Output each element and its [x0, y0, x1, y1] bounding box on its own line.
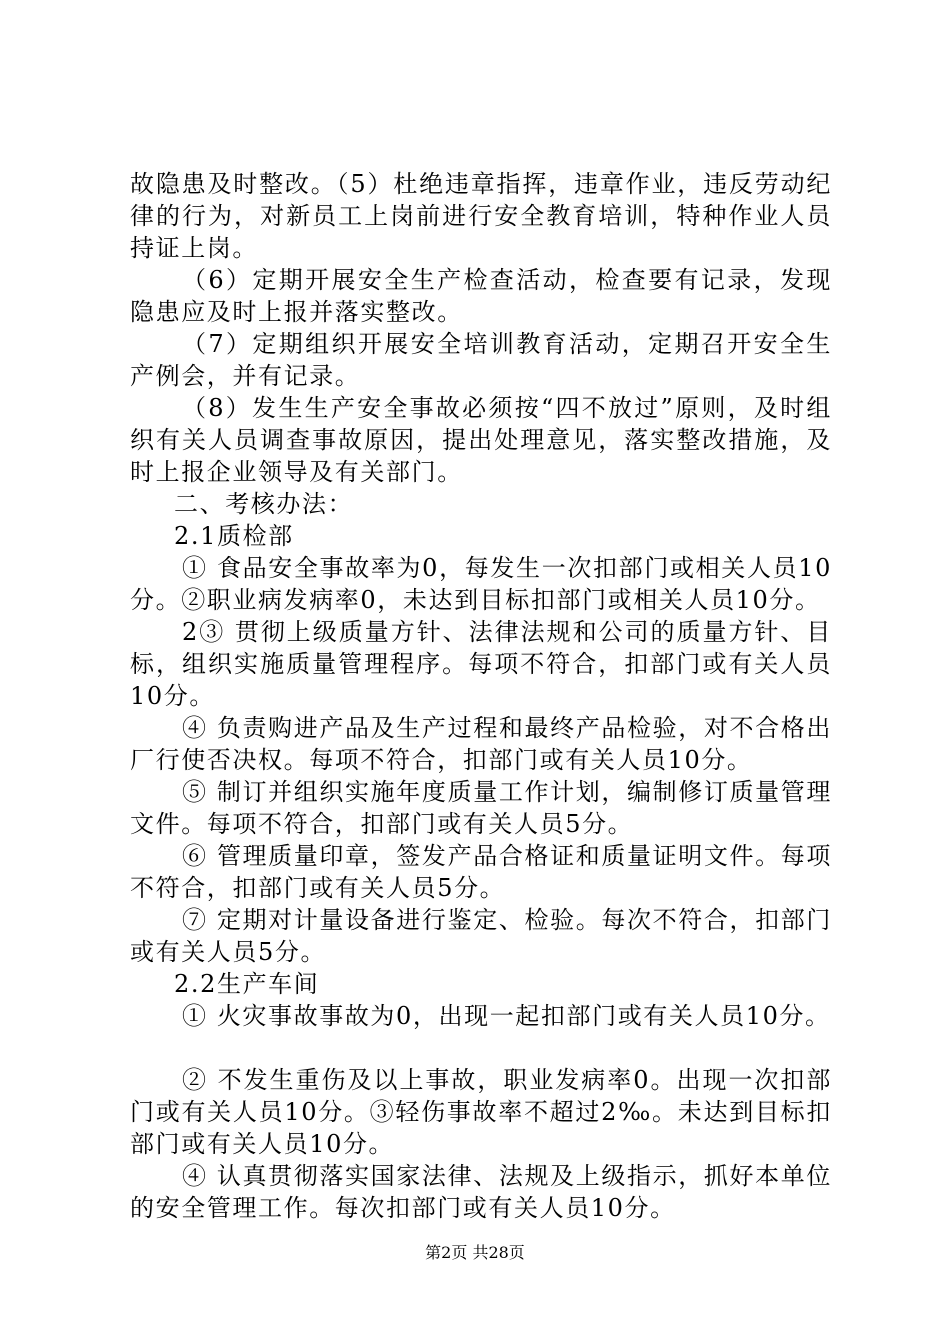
- blank-line: [130, 1032, 832, 1064]
- paragraph-workshop-4: ④ 认真贯彻落实国家法律、法规及上级指示，抓好本单位的安全管理工作。每次扣部门或有关人员10分。: [130, 1162, 832, 1222]
- paragraph-quality-3: 2③ 贯彻上级质量方针、法律法规和公司的质量方针、目标，组织实施质量管理程序。每项不符合，扣部门或有关人员10分。: [130, 618, 832, 710]
- paragraph-continuation: 故隐患及时整改。（5）杜绝违章指挥，违章作业，违反劳动纪律的行为，对新员工上岗前进行安全教育培训，特种作业人员持证上岗。: [130, 170, 832, 262]
- paragraph-workshop-1: ① 火灾事故事故为0，出现一起扣部门或有关人员10分。: [182, 1002, 831, 1030]
- paragraph-quality-4: ④ 负责购进产品及生产过程和最终产品检验，对不合格出厂行使否决权。每项不符合，扣部门或有关人员10分。: [130, 714, 832, 774]
- page-number-footer: 第2页 共28页: [425, 1243, 525, 1262]
- document-body: [130, 168, 832, 1224]
- paragraph-quality-5: ⑤ 制订并组织实施年度质量工作计划，编制修订质量管理文件。每项不符合，扣部门或有关人员5分。: [130, 778, 832, 838]
- paragraph-workshop-2: ② 不发生重伤及以上事故，职业发病率0。出现一次扣部门或有关人员10分。③轻伤事故率不超过2‰。未达到目标扣部门或有关人员10分。: [130, 1066, 832, 1158]
- paragraph-quality-6: ⑥ 管理质量印章，签发产品合格证和质量证明文件。每项不符合，扣部门或有关人员5分。: [130, 842, 832, 902]
- paragraph-quality-7: ⑦ 定期对计量设备进行鉴定、检验。每次不符合，扣部门或有关人员5分。: [130, 906, 832, 966]
- paragraph-item-7: （7）定期组织开展安全培训教育活动，定期召开安全生产例会，并有记录。: [130, 330, 832, 390]
- section-heading-assessment: 二、考核办法：: [174, 490, 354, 518]
- subsection-heading-quality-dept: 2.1质检部: [174, 522, 294, 550]
- subsection-heading-workshop: 2.2生产车间: [174, 970, 320, 998]
- paragraph-quality-1: ① 食品安全事故率为0，每发生一次扣部门或相关人员10分。②职业病发病率0，未达到目标扣部门或相关人员10分。: [130, 554, 832, 614]
- paragraph-item-8: （8）发生生产安全事故必须按“四不放过”原则，及时组织有关人员调查事故原因，提出处理意见，落实整改措施，及时上报企业领导及有关部门。: [130, 394, 832, 486]
- paragraph-item-6: （6）定期开展安全生产检查活动，检查要有记录，发现隐患应及时上报并落实整改。: [130, 266, 832, 326]
